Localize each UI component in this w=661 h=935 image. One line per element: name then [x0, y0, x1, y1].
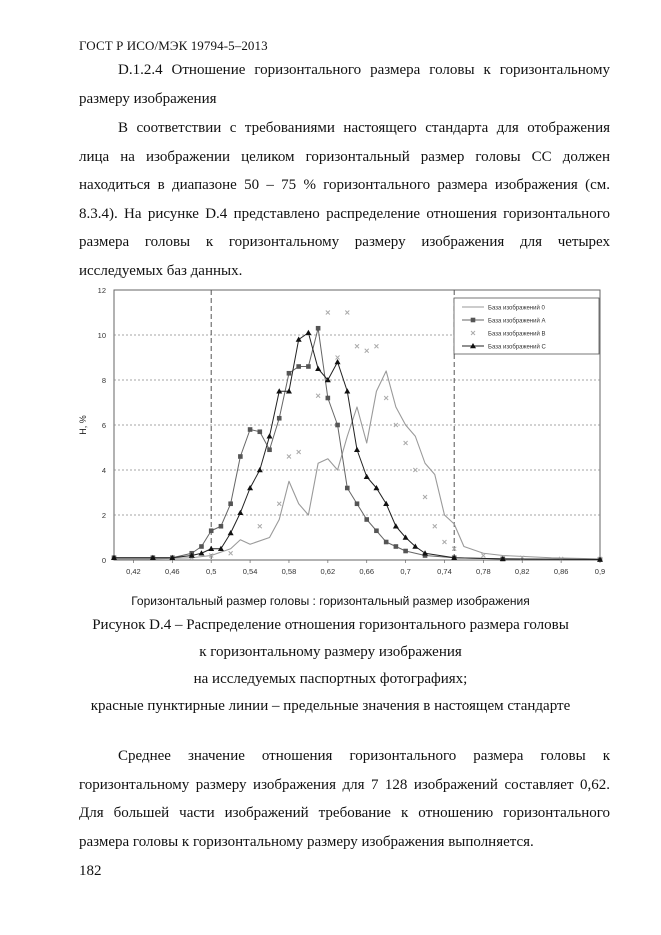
- data-point-marker: [277, 416, 282, 421]
- data-point-marker: [364, 517, 369, 522]
- y-tick-label: 2: [101, 511, 106, 520]
- data-point-marker: [316, 326, 321, 331]
- data-point-marker: [305, 330, 311, 335]
- data-point-marker: [374, 528, 379, 533]
- series-line: [114, 328, 600, 559]
- data-point-marker: [199, 544, 204, 549]
- x-tick-label: 0,82: [514, 567, 530, 576]
- x-tick-label: 0,86: [553, 567, 569, 576]
- y-tick-label: 10: [97, 331, 106, 340]
- x-tick-label: 0,66: [359, 567, 375, 576]
- data-point-marker: [383, 501, 389, 506]
- body-paragraph-1: В соответствии с требованиями настоящего стандарта для отображения лица на изображении целиком горизонтальный размер головы CC должен находиться в диапазоне 50 – 75 % горизонтального размера изображения (см. 8.3.4). На рисунке D.4 представлено распределение отношения горизонтального размера головы к горизонтальному размеру изображения для четырех исследуемых баз данных.: [79, 120, 610, 279]
- data-point-marker: [345, 486, 350, 491]
- figure-caption-line-2: к горизонтальному размеру изображения: [199, 644, 462, 660]
- data-point-marker: [315, 366, 321, 371]
- body-paragraph-2: Среднее значение отношения горизонтального размера головы к горизонтальному размеру изображения для 7 128 изображений составляет 0,62. Для большей части изображений требование к отношению горизонтального размера головы к горизонтальному размеру изображения выполняется.: [79, 748, 610, 850]
- y-axis-label: H, %: [78, 415, 88, 435]
- figure-caption-line-1: Рисунок D.4 – Распределение отношения горизонтального размера головы: [92, 617, 569, 633]
- x-tick-label: 0,5: [205, 567, 217, 576]
- distribution-chart: [74, 284, 614, 586]
- y-tick-label: 12: [97, 286, 106, 295]
- data-point-marker: [344, 388, 350, 393]
- y-tick-label: 8: [101, 376, 106, 385]
- x-tick-label: 0,46: [165, 567, 180, 576]
- data-point-marker: [394, 544, 399, 549]
- chart-x-axis-label: Горизонтальный размер головы : горизонтальный размер изображения: [131, 594, 530, 608]
- x-tick-label: 0,42: [126, 567, 141, 576]
- x-tick-label: 0,54: [242, 567, 258, 576]
- data-point-marker: [393, 523, 399, 528]
- data-point-marker: [238, 454, 243, 459]
- series-line: [114, 371, 600, 559]
- legend-entry: База изображений C: [488, 344, 546, 351]
- data-point-marker: [287, 371, 292, 376]
- section-heading: D.1.2.4 Отношение горизонтального размера головы к горизонтальному размеру изображения: [79, 62, 610, 107]
- data-point-marker: [209, 528, 214, 533]
- data-point-marker: [267, 447, 272, 452]
- data-point-marker: [335, 359, 341, 364]
- data-point-marker: [248, 427, 253, 432]
- data-point-marker: [422, 550, 428, 555]
- data-point-marker: [228, 530, 234, 535]
- series-line: [114, 333, 600, 560]
- data-point-marker: [335, 423, 340, 428]
- figure-caption-line-3: на исследуемых паспортных фотографиях;: [193, 671, 468, 687]
- x-tick-label: 0,7: [400, 567, 411, 576]
- data-point-marker: [237, 510, 243, 515]
- x-tick-label: 0,74: [437, 567, 452, 576]
- data-point-marker: [355, 501, 360, 506]
- data-point-marker: [384, 540, 389, 545]
- x-tick-label: 0,9: [594, 567, 606, 576]
- legend-entry: База изображений A: [488, 318, 546, 325]
- data-point-marker: [219, 524, 224, 529]
- legend-entry: База изображений B: [488, 331, 546, 338]
- page-number: 182: [79, 863, 102, 879]
- data-point-marker: [403, 549, 408, 554]
- data-point-marker: [258, 429, 263, 434]
- data-point-marker: [267, 433, 273, 438]
- x-tick-label: 0,58: [281, 567, 297, 576]
- figure-caption-line-4: красные пунктирные линии – предельные значения в настоящем стандарте: [90, 698, 571, 714]
- y-tick-label: 0: [101, 556, 106, 565]
- data-point-marker: [257, 467, 263, 472]
- data-point-marker: [296, 364, 301, 369]
- x-tick-label: 0,62: [320, 567, 336, 576]
- figure-caption: [0, 612, 661, 720]
- data-point-marker: [247, 485, 253, 490]
- document-header: ГОСТ Р ИСО/МЭК 19794-5–2013: [79, 38, 268, 53]
- y-tick-label: 6: [101, 421, 106, 430]
- data-point-marker: [326, 396, 331, 401]
- data-point-marker: [471, 318, 476, 323]
- data-point-marker: [354, 447, 360, 452]
- data-point-marker: [306, 364, 311, 369]
- data-point-marker: [296, 337, 302, 342]
- legend-entry: База изображений 0: [488, 305, 545, 312]
- data-point-marker: [198, 550, 204, 555]
- y-tick-label: 4: [101, 466, 106, 475]
- chart-svg: [74, 284, 614, 586]
- data-point-marker: [228, 501, 233, 506]
- x-tick-label: 0,78: [476, 567, 491, 576]
- data-point-marker: [364, 474, 370, 479]
